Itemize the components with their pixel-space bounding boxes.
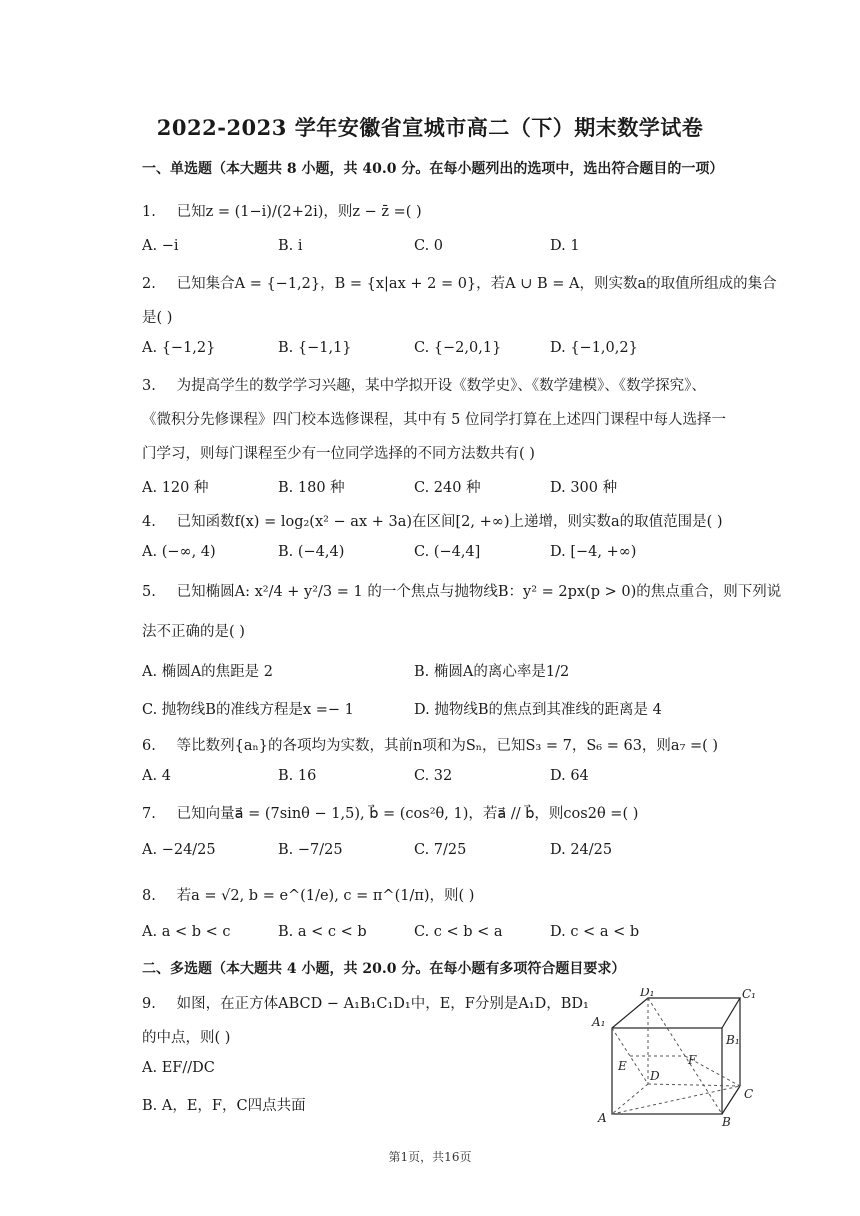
- front-face: [612, 1028, 722, 1114]
- question-number: 9.: [142, 996, 156, 1012]
- section-heading-multiple-choice: 二、多选题（本大题共 4 小题，共 20.0 分。在每小题有多项符合题目要求）: [142, 961, 626, 977]
- q6-option-b: B. 16: [278, 768, 317, 784]
- question-3-continued: 《微积分先修课程》四门校本选修课程，其中有 5 位同学打算在上述四门课程中每人选择一: [142, 412, 726, 428]
- q1-option-c: C. 0: [414, 238, 444, 254]
- question-number: 4.: [142, 514, 156, 530]
- question-text: 等比数列{aₙ}的各项均为实数，其前n项和为Sₙ，已知S₃ = 7，S₆ = 63，则a₇ =( ): [176, 738, 719, 754]
- q3-option-c: C. 240 种: [414, 480, 481, 496]
- question-text: 已知z = (1−i)/(2+2i)，则z − z̄ =( ): [176, 204, 422, 220]
- question-text: 若a = √2, b = e^(1/e), c = π^(1/π)，则( ): [176, 888, 475, 904]
- question-9-continued: 的中点，则( ): [142, 1030, 231, 1046]
- page-footer: 第1页，共16页: [388, 1150, 472, 1164]
- top-face-edges: [612, 998, 740, 1028]
- q1-option-b: B. i: [278, 238, 303, 254]
- question-number: 6.: [142, 738, 156, 754]
- q5-option-b: B. 椭圆A的离心率是1/2: [414, 664, 570, 680]
- label-c: C: [744, 1087, 754, 1101]
- question-number: 8.: [142, 888, 156, 904]
- cube-diagram: [588, 988, 760, 1130]
- question-4: [142, 510, 723, 531]
- q7-option-d: D. 24/25: [550, 842, 613, 858]
- label-c1: C₁: [742, 988, 756, 1001]
- question-9: [142, 992, 589, 1013]
- q4-option-b: B. (−4,4): [278, 544, 345, 560]
- label-a: A: [598, 1111, 607, 1125]
- diagonal-ac: [612, 1086, 740, 1114]
- q1-option-a: A. −i: [142, 238, 179, 254]
- question-number: 2.: [142, 276, 156, 292]
- q3-option-b: B. 180 种: [278, 480, 345, 496]
- q2-option-c: C. {−2,0,1}: [414, 340, 502, 356]
- label-a1: A₁: [592, 1015, 606, 1029]
- q5-option-c: C. 抛物线B的准线方程是x =− 1: [142, 702, 354, 718]
- question-text: 已知向量a⃗ = (7sinθ − 1,5), b⃗ = (cos²θ, 1)，若a⃗ // b⃗，则cos2θ =( ): [176, 806, 639, 822]
- q4-option-d: D. [−4, +∞): [550, 544, 637, 560]
- question-2-continued: 是( ): [142, 310, 173, 326]
- cube-figure: [588, 988, 760, 1130]
- question-1: [142, 200, 422, 221]
- question-number: 3.: [142, 378, 156, 394]
- section-heading-single-choice: 一、单选题（本大题共 8 小题，共 40.0 分。在每小题列出的选项中，选出符合题目的一项）: [142, 161, 724, 177]
- label-d1: D₁: [640, 988, 655, 999]
- question-3-continued: 门学习，则每门课程至少有一位同学选择的不同方法数共有( ): [142, 446, 535, 462]
- label-d: D: [650, 1069, 660, 1083]
- q8-option-d: D. c < a < b: [550, 924, 640, 940]
- question-text: 为提高学生的数学学习兴趣，某中学拟开设《数学史》、《数学建模》、《数学探究》、: [176, 378, 706, 394]
- q6-option-a: A. 4: [142, 768, 171, 784]
- q8-option-b: B. a < c < b: [278, 924, 367, 940]
- q8-option-c: C. c < b < a: [414, 924, 503, 940]
- q4-option-c: C. (−4,4]: [414, 544, 481, 560]
- q8-option-a: A. a < b < c: [142, 924, 231, 940]
- question-5: [142, 580, 781, 601]
- q9-option-a: A. EF//DC: [142, 1060, 215, 1076]
- question-6: [142, 734, 718, 755]
- q1-option-d: D. 1: [550, 238, 580, 254]
- q5-option-a: A. 椭圆A的焦距是 2: [142, 664, 273, 680]
- q2-option-d: D. {−1,0,2}: [550, 340, 638, 356]
- question-8: [142, 884, 474, 905]
- q6-option-d: D. 64: [550, 768, 589, 784]
- question-number: 1.: [142, 204, 156, 220]
- question-number: 5.: [142, 584, 156, 600]
- label-e: E: [618, 1059, 627, 1073]
- question-text: 如图，在正方体ABCD − A₁B₁C₁D₁中，E，F分别是A₁D，BD₁: [176, 996, 589, 1012]
- q7-option-b: B. −7/25: [278, 842, 343, 858]
- page-title: 2022-2023 学年安徽省宣城市高二（下）期末数学试卷: [156, 115, 704, 140]
- hidden-edge-dc: [648, 1084, 740, 1086]
- question-text: 已知函数f(x) = log₂(x² − ax + 3a)在区间[2, +∞)上递增，则实数a的取值范围是( ): [176, 514, 723, 530]
- q6-option-c: C. 32: [414, 768, 453, 784]
- hidden-edge-ad: [612, 1084, 648, 1114]
- question-2: [142, 272, 777, 293]
- question-7: [142, 802, 638, 823]
- q2-option-b: B. {−1,1}: [278, 340, 352, 356]
- q5-option-d: D. 抛物线B的焦点到其准线的距离是 4: [414, 702, 662, 718]
- question-3: [142, 374, 706, 395]
- question-text: 已知集合A = {−1,2}，B = {x|ax + 2 = 0}，若A ∪ B = A，则实数a的取值所组成的集合: [176, 276, 777, 292]
- q2-option-a: A. {−1,2}: [142, 340, 216, 356]
- q7-option-c: C. 7/25: [414, 842, 467, 858]
- label-b1: B₁: [726, 1033, 740, 1047]
- q7-option-a: A. −24/25: [142, 842, 216, 858]
- q4-option-a: A. (−∞, 4): [142, 544, 216, 560]
- q3-option-d: D. 300 种: [550, 480, 618, 496]
- back-bottom-edge: [722, 1086, 740, 1114]
- label-f: F: [688, 1053, 697, 1067]
- question-5-continued: 法不正确的是( ): [142, 624, 245, 640]
- q3-option-a: A. 120 种: [142, 480, 209, 496]
- q9-option-b: B. A，E，F，C四点共面: [142, 1098, 306, 1114]
- question-text: 已知椭圆A: x²/4 + y²/3 = 1 的一个焦点与抛物线B：y² = 2px(p > 0)的焦点重合，则下列说: [176, 584, 782, 600]
- question-number: 7.: [142, 806, 156, 822]
- label-b: B: [722, 1115, 731, 1129]
